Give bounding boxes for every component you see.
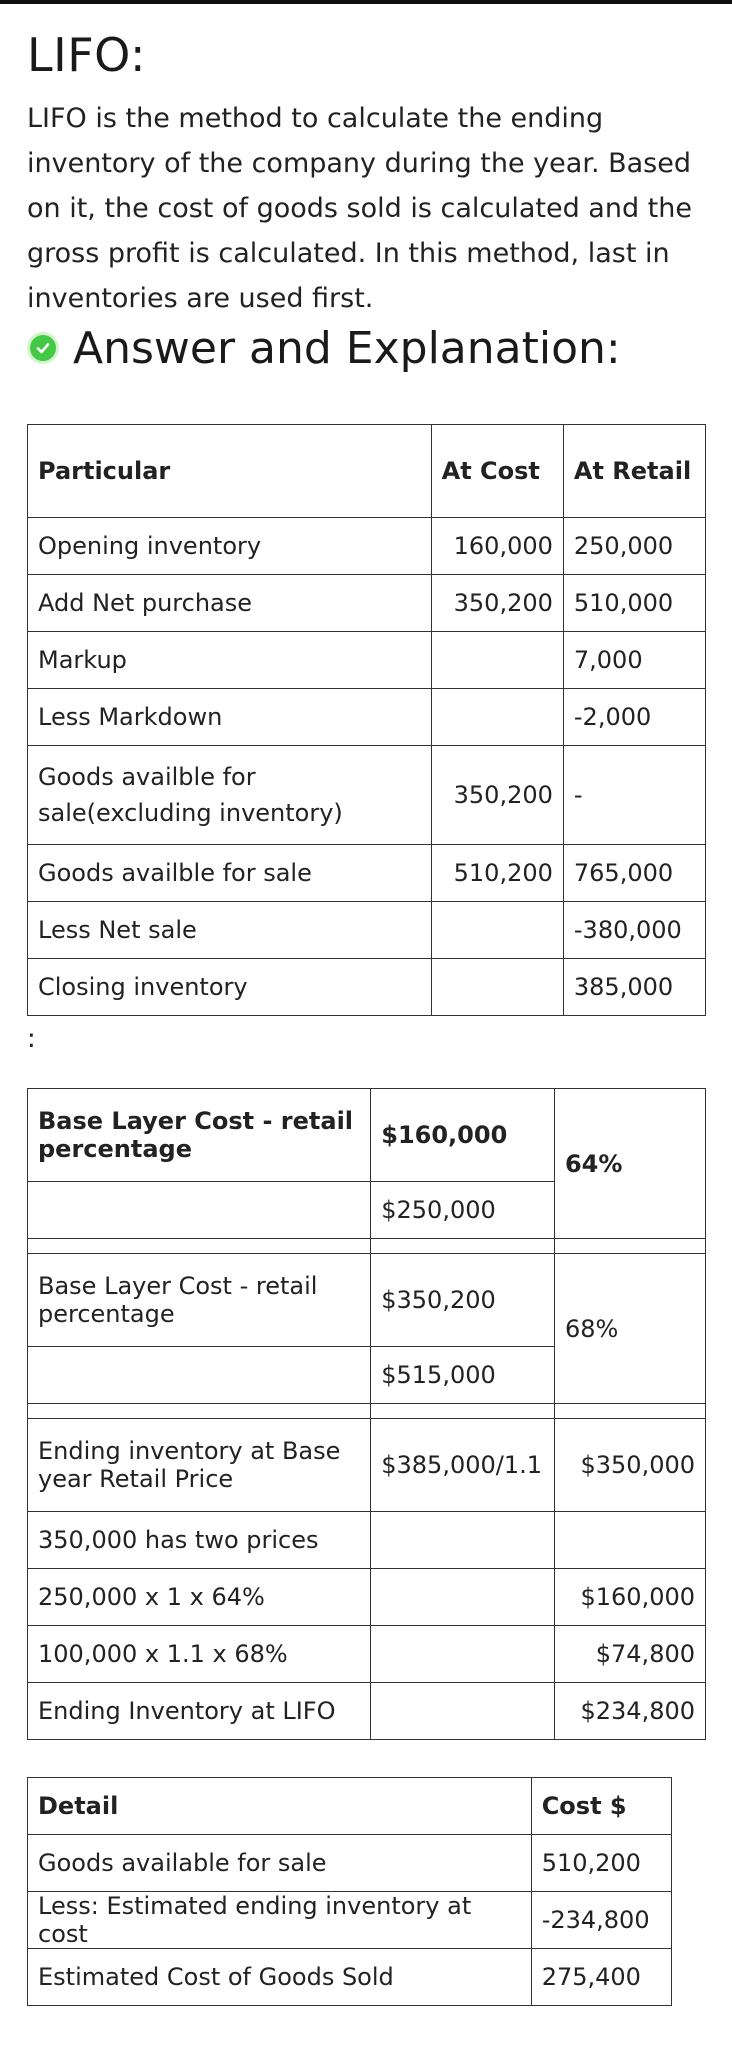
separator-colon: :	[27, 1024, 36, 1054]
cell	[371, 1239, 555, 1254]
page-title: LIFO:	[27, 28, 147, 82]
cell: -234,800	[531, 1892, 671, 1949]
cell	[554, 1512, 705, 1569]
cell	[554, 1239, 705, 1254]
cell: Less Net sale	[28, 902, 432, 959]
cell: 350,200	[431, 746, 563, 845]
table-row	[28, 632, 706, 689]
table-row	[28, 902, 706, 959]
table-row	[28, 689, 706, 746]
cell	[554, 1404, 705, 1419]
table-row	[28, 1089, 706, 1182]
table-row	[28, 575, 706, 632]
table-row	[28, 1569, 706, 1626]
top-border	[0, 0, 732, 4]
table-row	[28, 959, 706, 1016]
table-row	[28, 1254, 706, 1347]
cell: $350,000	[554, 1419, 705, 1512]
cell: $385,000/1.1	[371, 1419, 555, 1512]
cell	[371, 1626, 555, 1683]
table-row	[28, 1892, 672, 1949]
table-row	[28, 1835, 672, 1892]
intro-paragraph: LIFO is the method to calculate the ending inventory of the company during the year. Based on it, the cost of goods sold is calculated and the gross profit is calculated. In this method, last in inventories are used first.	[27, 103, 692, 314]
layer2-label: Base Layer Cost - retail percentage	[28, 1254, 371, 1347]
cell: 510,200	[431, 845, 563, 902]
table-row	[28, 1419, 706, 1512]
table-row	[28, 1949, 672, 2006]
cell	[28, 1182, 371, 1239]
cell: 510,000	[563, 575, 705, 632]
cell: 100,000 x 1.1 x 68%	[28, 1626, 371, 1683]
cell: 765,000	[563, 845, 705, 902]
cell: 7,000	[563, 632, 705, 689]
cell: Markup	[28, 632, 432, 689]
cell	[371, 1404, 555, 1419]
cell: -380,000	[563, 902, 705, 959]
header-at-retail: At Retail	[563, 425, 705, 518]
answer-heading-text: Answer and Explanation:	[73, 322, 621, 374]
header-at-cost: At Cost	[431, 425, 563, 518]
table-row	[28, 1626, 706, 1683]
cell: -	[563, 746, 705, 845]
cell	[431, 632, 563, 689]
check-circle-icon	[27, 332, 59, 364]
layer2-numerator: $350,200	[371, 1254, 555, 1347]
cell: Less: Estimated ending inventory at cost	[28, 1892, 532, 1949]
table-row	[28, 1512, 706, 1569]
cell: Less Markdown	[28, 689, 432, 746]
cell: 250,000 x 1 x 64%	[28, 1569, 371, 1626]
base-layer-numerator: $160,000	[371, 1089, 555, 1182]
cell	[371, 1512, 555, 1569]
header-detail: Detail	[28, 1778, 532, 1835]
table-row	[28, 746, 706, 845]
cell: -2,000	[563, 689, 705, 746]
lifo-layer-table	[27, 1088, 706, 1740]
cell: Opening inventory	[28, 518, 432, 575]
cell: Ending Inventory at LIFO	[28, 1683, 371, 1740]
table-spacer-row	[28, 1404, 706, 1419]
cell	[431, 902, 563, 959]
inventory-table	[27, 424, 706, 1016]
header-particular: Particular	[28, 425, 432, 518]
layer2-percent: 68%	[554, 1254, 705, 1404]
cell: Closing inventory	[28, 959, 432, 1016]
cell: 350,000 has two prices	[28, 1512, 371, 1569]
table-header-row	[28, 1778, 672, 1835]
base-layer-denominator: $250,000	[371, 1182, 555, 1239]
cell	[431, 689, 563, 746]
header-cost: Cost $	[531, 1778, 671, 1835]
cell: 350,200	[431, 575, 563, 632]
cell: 275,400	[531, 1949, 671, 2006]
cell: 160,000	[431, 518, 563, 575]
table-row	[28, 518, 706, 575]
cell: Ending inventory at Base year Retail Price	[28, 1419, 371, 1512]
cell	[371, 1683, 555, 1740]
table-row	[28, 845, 706, 902]
base-layer-label: Base Layer Cost - retail percentage	[28, 1089, 371, 1182]
cell: Goods availble for sale(excluding inventory)	[28, 746, 432, 845]
cell	[28, 1347, 371, 1404]
table-row	[28, 1683, 706, 1740]
cell: Estimated Cost of Goods Sold	[28, 1949, 532, 2006]
cell	[431, 959, 563, 1016]
cell: 510,200	[531, 1835, 671, 1892]
base-layer-percent: 64%	[554, 1089, 705, 1239]
answer-heading	[27, 318, 621, 378]
table-header-row	[28, 425, 706, 518]
cell	[371, 1569, 555, 1626]
cell	[28, 1239, 371, 1254]
cell: $160,000	[554, 1569, 705, 1626]
table-spacer-row	[28, 1239, 706, 1254]
cell: Goods available for sale	[28, 1835, 532, 1892]
cell: Add Net purchase	[28, 575, 432, 632]
cell: 385,000	[563, 959, 705, 1016]
cogs-table	[27, 1777, 672, 2006]
cell	[28, 1404, 371, 1419]
cell: $74,800	[554, 1626, 705, 1683]
cell: Goods availble for sale	[28, 845, 432, 902]
cell: 250,000	[563, 518, 705, 575]
layer2-denominator: $515,000	[371, 1347, 555, 1404]
cell: $234,800	[554, 1683, 705, 1740]
